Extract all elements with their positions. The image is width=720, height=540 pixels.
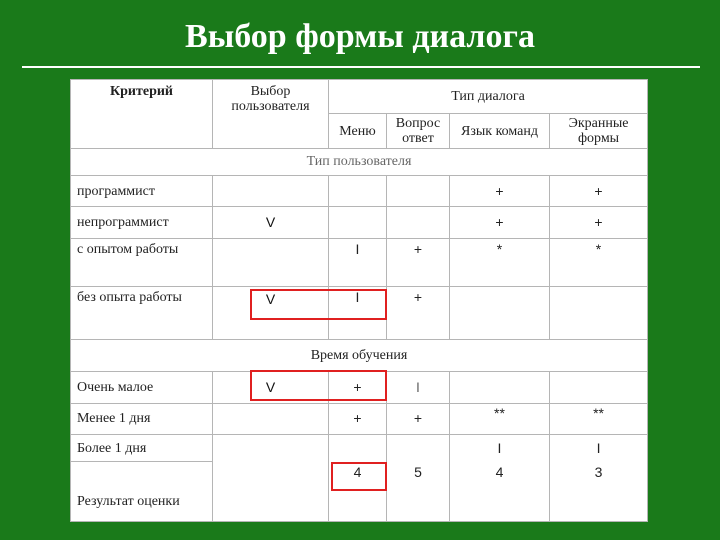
qa-cell: + <box>387 403 450 434</box>
user-choice-cell <box>213 462 329 522</box>
table-row <box>71 238 648 287</box>
slide-title: Выбор формы диалога <box>185 18 535 55</box>
command-cell: * <box>450 238 550 287</box>
section-user-type: Тип пользователя <box>71 148 648 175</box>
header-user-choice: Выбор пользователя <box>213 80 329 149</box>
command-cell <box>450 287 550 340</box>
user-choice-cell <box>213 434 329 461</box>
table-row <box>71 207 648 238</box>
header-command-lang: Язык команд <box>450 114 550 148</box>
forms-cell: 3 <box>550 462 648 522</box>
row-label: с опытом работы <box>71 238 213 287</box>
menu-cell: I <box>329 238 387 287</box>
forms-cell: ** <box>550 403 648 434</box>
menu-cell <box>329 434 387 461</box>
menu-cell: + <box>329 403 387 434</box>
user-choice-cell <box>213 403 329 434</box>
menu-cell: I <box>329 287 387 340</box>
qa-cell <box>387 434 450 461</box>
menu-cell: + <box>329 372 387 403</box>
forms-cell: + <box>550 176 648 207</box>
title-divider <box>22 66 700 68</box>
qa-cell: + <box>387 287 450 340</box>
header-criterion: Критерий <box>71 80 213 149</box>
forms-cell: I <box>550 434 648 461</box>
qa-cell <box>387 207 450 238</box>
table-row <box>71 176 648 207</box>
qa-cell: + <box>387 238 450 287</box>
user-choice-cell <box>213 176 329 207</box>
forms-cell: + <box>550 207 648 238</box>
menu-cell: 4 <box>329 462 387 522</box>
table-row <box>71 403 648 434</box>
menu-cell <box>329 176 387 207</box>
section-training-time: Время обучения <box>71 339 648 371</box>
command-cell: I <box>450 434 550 461</box>
highlight-box-training-choice <box>250 370 387 401</box>
header-qa: Вопрос ответ <box>387 114 450 148</box>
user-choice-cell: V <box>213 372 329 403</box>
user-choice-cell: V <box>213 207 329 238</box>
row-label: программист <box>71 176 213 207</box>
row-label: Менее 1 дня <box>71 403 213 434</box>
forms-cell <box>550 287 648 340</box>
row-label: Более 1 дня <box>71 434 213 461</box>
header-screen-forms: Экранные формы <box>550 114 648 148</box>
highlight-box-evaluation <box>331 462 387 491</box>
qa-cell: 5 <box>387 462 450 522</box>
user-choice-cell <box>213 238 329 287</box>
qa-cell: I <box>387 372 450 403</box>
header-dialog-type: Тип диалога <box>329 80 648 114</box>
row-label: Результат оценки <box>71 462 213 522</box>
command-cell: + <box>450 176 550 207</box>
user-choice-cell: V <box>213 287 329 340</box>
command-cell: + <box>450 207 550 238</box>
section-row <box>71 339 648 371</box>
table-row <box>71 434 648 461</box>
row-label: Очень малое <box>71 372 213 403</box>
highlight-box-experience-choice <box>250 289 387 320</box>
section-row <box>71 148 648 175</box>
header-row-1 <box>71 80 648 114</box>
header-menu: Меню <box>329 114 387 148</box>
command-cell <box>450 372 550 403</box>
criteria-table-image <box>70 79 647 522</box>
forms-cell: * <box>550 238 648 287</box>
command-cell: 4 <box>450 462 550 522</box>
forms-cell <box>550 372 648 403</box>
menu-cell <box>329 207 387 238</box>
command-cell: ** <box>450 403 550 434</box>
qa-cell <box>387 176 450 207</box>
row-label: непрограммист <box>71 207 213 238</box>
row-label: без опыта работы <box>71 287 213 340</box>
